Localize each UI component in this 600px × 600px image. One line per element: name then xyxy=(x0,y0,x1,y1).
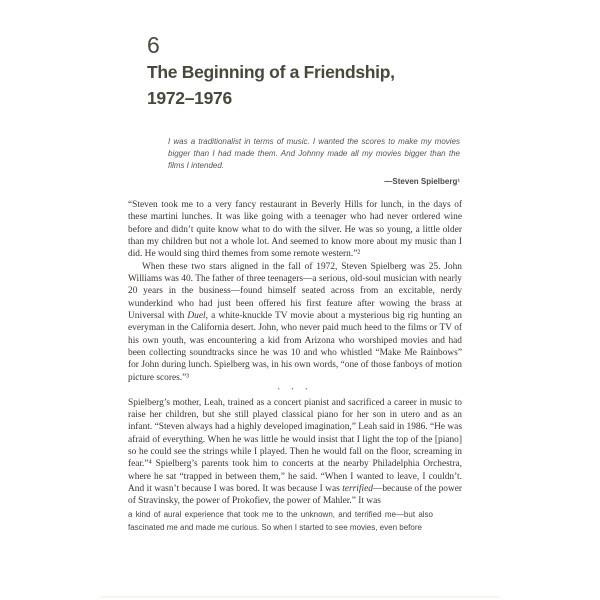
paragraph-2-italic-title: Duel xyxy=(187,311,206,322)
paragraph-3 xyxy=(128,397,462,508)
page-bottom-shadow xyxy=(100,594,500,598)
paragraph-2 xyxy=(128,261,462,384)
paragraph-1: “Steven took me to a very fancy restaurant in Beverly Hills for lunch, in the days of these martini lunches. It was like going with a teenager who had never ordered wine before and didn’t quite know what to do with the silver. He was so young, a little older than my children but not a whole lot. And seemed to know more about my music than I did. He would sing third themes from some remote western.”² xyxy=(128,200,462,260)
section-break-ornament: • • • xyxy=(277,386,313,394)
body-text xyxy=(128,199,462,534)
chapter-title-line1: The Beginning of a Friendship, xyxy=(147,62,395,82)
epigraph-attribution: —Steven Spielberg¹ xyxy=(384,177,460,186)
epigraph xyxy=(168,136,460,188)
epigraph-quote: I was a traditionalist in terms of music. I wanted the scores to make my movies bigger than I had made them. And Johnny made all my movies bigger than the films I intended. xyxy=(168,137,460,170)
paragraph-3-text-continued: —because of the power of Stravinsky, the power of Prokofiev, the power of Mahler.” It was xyxy=(128,483,462,507)
chapter-number: 6 xyxy=(147,32,160,58)
chapter-title xyxy=(147,59,395,111)
paragraph-2-text-continued: , a white-knuckle TV movie about a mysterious big rig hunting an everyman in the California desert. John, who never paid much heed to the films or TV of his own youth, was encountering a kid from Arizona who worshiped movies and had been collecting soundtracks since he was 10 and who whistled “Make Me Rainbows” for John during lunch. Spielberg was, in his own words, “one of those fanboys of motion picture scores.”³ xyxy=(128,311,462,383)
chapter-title-line2: 1972–1976 xyxy=(147,88,232,108)
block-quote: a kind of aural experience that took me to the unknown, and terrified me—but also fascinated me and made me curious. So when I started to see movies, even before xyxy=(128,509,433,532)
paragraph-3-text: Spielberg’s mother, Leah, trained as a concert pianist and sacrificed a career in music to raise her children, but she still played classical piano for her son in utero and as an infant. “Steven always had a highly developed imagination,” Leah said in 1986. “He was afraid of everything. When he was little he would insist that I light the top of the [piano] so he could see the strings while I played. Then he would fall on the floor, screaming in fear.”⁴ Spielberg’s parents took him to concerts at the nearby Philadelphia Orchestra, where he sat “trapped in between them,” he said. “When I wanted to leave, I couldn’t. And it wasn’t because I was bored. It was because I was xyxy=(128,397,462,494)
paragraph-3-italic-word: terrified xyxy=(342,483,373,494)
paragraph-2-text: When these two stars aligned in the fall of 1972, Steven Spielberg was 25. John Williams was 40. The father of three teenagers—a serious, old-soul musician with nearly 20 years in the business—found himself seated across from an excitable, nerdy wunderkind who had just been offered his first feature after wowing the brass at Universal with xyxy=(128,261,462,322)
